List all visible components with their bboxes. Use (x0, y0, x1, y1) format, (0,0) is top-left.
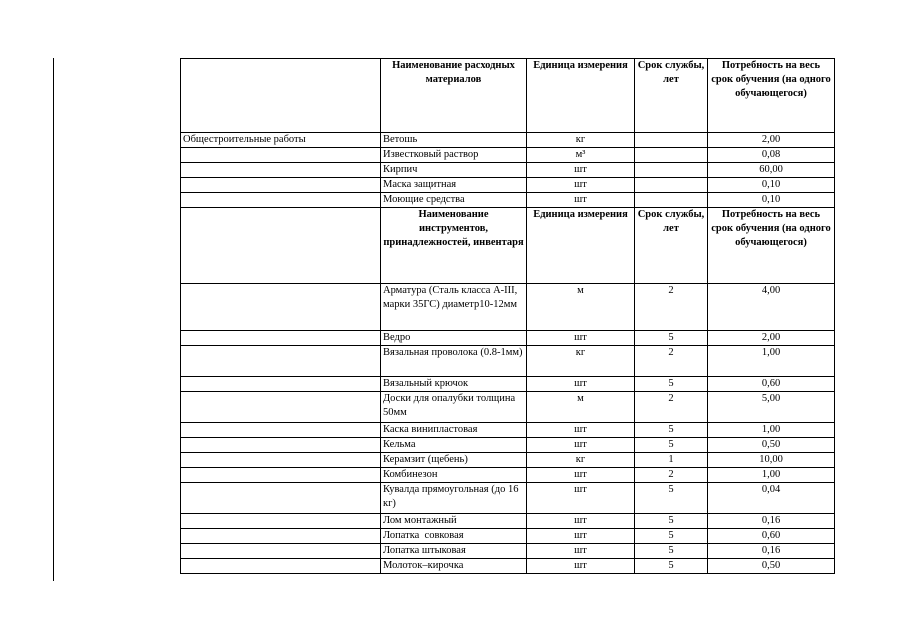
material-life (635, 178, 708, 193)
material-name: Маска защитная (381, 178, 527, 193)
tools-header-row (181, 208, 835, 284)
tool-name: Доски для опалубки толщина 50мм (381, 392, 527, 423)
tool-unit: шт (527, 529, 635, 544)
material-unit: шт (527, 193, 635, 208)
header-service-life: Срок службы, лет (635, 59, 708, 133)
material-unit: шт (527, 163, 635, 178)
tool-unit: шт (527, 559, 635, 574)
material-name: Ветошь (381, 133, 527, 148)
tool-name: Молоток–кирочка (381, 559, 527, 574)
tool-life: 2 (635, 284, 708, 331)
tool-name: Керамзит (щебень) (381, 453, 527, 468)
tool-unit: шт (527, 423, 635, 438)
tool-life: 2 (635, 468, 708, 483)
empty-cell (181, 284, 381, 331)
material-name: Известковый раствор (381, 148, 527, 163)
table-row (181, 514, 835, 529)
table-row (181, 529, 835, 544)
material-life (635, 193, 708, 208)
empty-cell (181, 514, 381, 529)
tool-unit: шт (527, 331, 635, 346)
tool-name: Кельма (381, 438, 527, 453)
tool-unit: шт (527, 514, 635, 529)
tool-unit: кг (527, 453, 635, 468)
material-unit: м³ (527, 148, 635, 163)
table-header-row (181, 59, 835, 133)
material-life (635, 148, 708, 163)
table-row (181, 133, 835, 148)
table-row (181, 438, 835, 453)
tool-need: 0,60 (708, 529, 835, 544)
header-material-name: Наименование расходных материалов (381, 59, 527, 133)
table-row (181, 544, 835, 559)
tool-need: 0,16 (708, 514, 835, 529)
table-row (181, 284, 835, 331)
tool-life: 5 (635, 438, 708, 453)
tool-need: 0,50 (708, 559, 835, 574)
tool-unit: кг (527, 346, 635, 377)
empty-cell (181, 453, 381, 468)
tool-life: 2 (635, 346, 708, 377)
header-tool-name: Наименование инструментов, принадлежностей, инвентаря (381, 208, 527, 284)
empty-cell (181, 346, 381, 377)
table-row (181, 346, 835, 377)
tool-need: 0,04 (708, 483, 835, 514)
tool-need: 4,00 (708, 284, 835, 331)
table-row (181, 331, 835, 346)
tool-need: 2,00 (708, 331, 835, 346)
materials-table (180, 58, 835, 574)
header-empty-cell (181, 59, 381, 133)
tool-life: 1 (635, 453, 708, 468)
table-row (181, 468, 835, 483)
tool-name: Кувалда прямоугольная (до 16 кг) (381, 483, 527, 514)
header-empty-cell (181, 208, 381, 284)
tool-life: 5 (635, 331, 708, 346)
empty-cell (181, 438, 381, 453)
tool-unit: шт (527, 544, 635, 559)
empty-cell (181, 331, 381, 346)
tool-need: 0,50 (708, 438, 835, 453)
material-need: 0,08 (708, 148, 835, 163)
tool-life: 5 (635, 544, 708, 559)
tool-name: Лопатка штыковая (381, 544, 527, 559)
material-name: Моющие средства (381, 193, 527, 208)
tool-name: Ведро (381, 331, 527, 346)
tool-life: 5 (635, 377, 708, 392)
empty-cell (181, 377, 381, 392)
material-need: 60,00 (708, 163, 835, 178)
material-need: 0,10 (708, 178, 835, 193)
tool-name: Вязальный крючок (381, 377, 527, 392)
empty-cell (181, 483, 381, 514)
table-row (181, 377, 835, 392)
material-life (635, 133, 708, 148)
tool-life: 5 (635, 559, 708, 574)
empty-cell (181, 392, 381, 423)
tool-life: 2 (635, 392, 708, 423)
empty-cell (181, 544, 381, 559)
header-unit: Единица измерения (527, 59, 635, 133)
tool-unit: м (527, 284, 635, 331)
table-row (181, 423, 835, 438)
header-requirement: Потребность на весь срок обучения (на одного обучающегося) (708, 59, 835, 133)
material-need: 2,00 (708, 133, 835, 148)
table-row (181, 392, 835, 423)
tool-name: Вязальная проволока (0.8-1мм) (381, 346, 527, 377)
header-service-life: Срок службы, лет (635, 208, 708, 284)
material-unit: кг (527, 133, 635, 148)
tool-need: 0,60 (708, 377, 835, 392)
empty-cell (181, 148, 381, 163)
tool-unit: шт (527, 438, 635, 453)
tool-unit: м (527, 392, 635, 423)
table-row (181, 559, 835, 574)
table-row (181, 148, 835, 163)
material-life (635, 163, 708, 178)
tool-unit: шт (527, 483, 635, 514)
tool-name: Каска винипластовая (381, 423, 527, 438)
tool-life: 5 (635, 483, 708, 514)
tool-need: 0,16 (708, 544, 835, 559)
tool-life: 5 (635, 423, 708, 438)
tool-name: Арматура (Сталь класса А-III, марки 35ГС) диаметр10-12мм (381, 284, 527, 331)
material-need: 0,10 (708, 193, 835, 208)
header-unit: Единица измерения (527, 208, 635, 284)
tool-name: Лом монтажный (381, 514, 527, 529)
table-row (181, 453, 835, 468)
tool-need: 5,00 (708, 392, 835, 423)
section-label: Общестроительные работы (181, 133, 381, 148)
tool-name: Комбинезон (381, 468, 527, 483)
tool-unit: шт (527, 468, 635, 483)
tool-need: 1,00 (708, 423, 835, 438)
left-margin-rule (53, 58, 54, 581)
empty-cell (181, 529, 381, 544)
tool-need: 1,00 (708, 468, 835, 483)
table-row (181, 178, 835, 193)
tool-unit: шт (527, 377, 635, 392)
empty-cell (181, 193, 381, 208)
empty-cell (181, 468, 381, 483)
material-name: Кирпич (381, 163, 527, 178)
empty-cell (181, 559, 381, 574)
empty-cell (181, 178, 381, 193)
tool-need: 1,00 (708, 346, 835, 377)
tool-name: Лопатка совковая (381, 529, 527, 544)
empty-cell (181, 163, 381, 178)
table-row (181, 483, 835, 514)
table-row (181, 193, 835, 208)
tool-life: 5 (635, 514, 708, 529)
material-unit: шт (527, 178, 635, 193)
tool-need: 10,00 (708, 453, 835, 468)
empty-cell (181, 423, 381, 438)
header-requirement: Потребность на весь срок обучения (на одного обучающегося) (708, 208, 835, 284)
table-row (181, 163, 835, 178)
tool-life: 5 (635, 529, 708, 544)
